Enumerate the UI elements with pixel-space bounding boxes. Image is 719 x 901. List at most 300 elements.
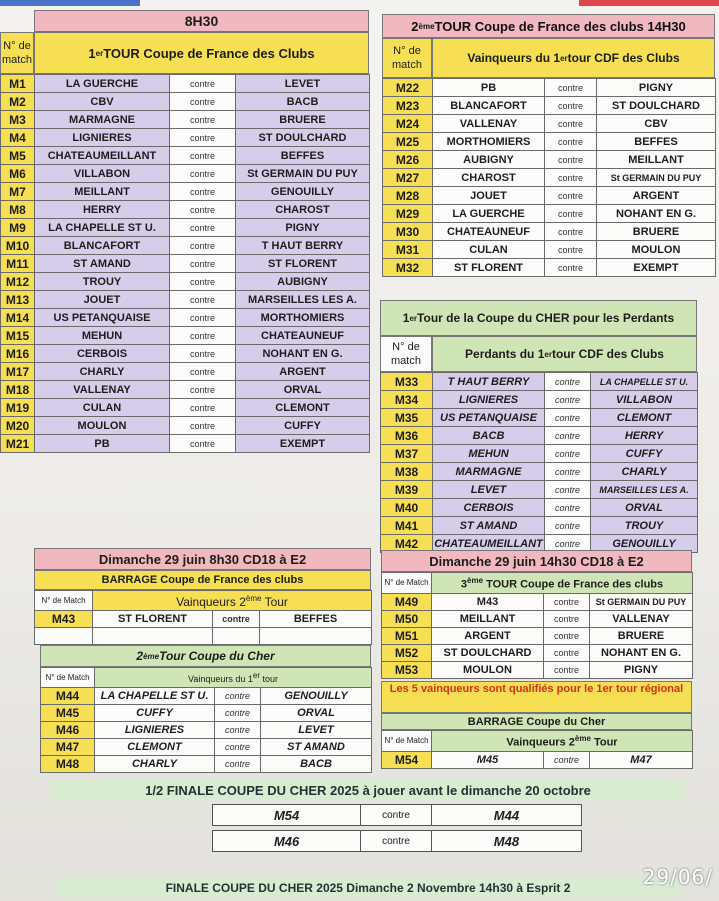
- match-number: M39: [381, 481, 433, 499]
- team-home: M45: [432, 751, 544, 768]
- match-row: [381, 391, 698, 409]
- match-number: M12: [1, 273, 35, 291]
- team-away: NOHANT EN G.: [236, 345, 370, 363]
- perdants-banner: 1 er Tour de la Coupe du CHER pour les Perdants: [380, 300, 697, 336]
- semi-team-home: M46: [273, 833, 300, 849]
- match-row: [1, 435, 370, 453]
- match-number: M14: [1, 309, 35, 327]
- team-away: ORVAL: [261, 705, 372, 722]
- sunday-am-header: Dimanche 29 juin 8h30 CD18 à E2: [34, 548, 371, 570]
- barrage-col-num: N° de Match: [382, 731, 432, 752]
- team-home: LA CHAPELLE ST U.: [35, 219, 170, 237]
- team-home: ST FLORENT: [433, 259, 545, 277]
- match-row: [381, 445, 698, 463]
- team-home: US PETANQUAISE: [433, 409, 545, 427]
- match-row: [383, 169, 716, 187]
- team-away: ST AMAND: [261, 739, 372, 756]
- contre-label: contre: [545, 391, 591, 409]
- match-row: [383, 205, 716, 223]
- perdants-col-num-header: N° de match: [380, 336, 432, 372]
- contre-label: contre: [170, 345, 236, 363]
- left-match-table: [0, 74, 370, 453]
- match-number: M53: [382, 661, 432, 678]
- match-row: [1, 219, 370, 237]
- team-away: BEFFES: [597, 133, 716, 151]
- contre-label: contre: [544, 661, 590, 678]
- team-away: CUFFY: [591, 445, 698, 463]
- team-away: LEVET: [236, 75, 370, 93]
- team-away: MEILLANT: [597, 151, 716, 169]
- team-home: MOULON: [432, 661, 544, 678]
- team-home: CHARLY: [95, 756, 215, 773]
- match-number: M8: [1, 201, 35, 219]
- match-number: M5: [1, 147, 35, 165]
- contre-label: contre: [545, 427, 591, 445]
- match-number: M20: [1, 417, 35, 435]
- match-number: M2: [1, 93, 35, 111]
- team-away: LEVET: [261, 722, 372, 739]
- match-row: [382, 661, 693, 678]
- contre-label: contre: [170, 363, 236, 381]
- contre-label: contre: [170, 237, 236, 255]
- match-number: M13: [1, 291, 35, 309]
- contre-label: contre: [545, 169, 597, 187]
- match-row: [1, 273, 370, 291]
- match-row: [1, 255, 370, 273]
- contre-label: contre: [545, 445, 591, 463]
- coupe-cher-2nd-tour-table: [40, 667, 372, 773]
- team-home: JOUET: [433, 187, 545, 205]
- team-away: LA CHAPELLE ST U.: [591, 373, 698, 391]
- match-number: M51: [382, 627, 432, 644]
- team-away: VALLENAY: [590, 610, 693, 627]
- team-home: CUFFY: [95, 705, 215, 722]
- team-away: ORVAL: [591, 499, 698, 517]
- match-number: M50: [382, 610, 432, 627]
- sunday-am-col-num: N° de Match: [35, 591, 93, 611]
- team-away: HERRY: [591, 427, 698, 445]
- sunday-pm-header: Dimanche 29 juin 14h30 CD18 à E2: [381, 550, 692, 572]
- pm-cdf-header: 3ème TOUR Coupe de France des clubs: [432, 573, 693, 594]
- team-home: HERRY: [35, 201, 170, 219]
- team-away: GENOUILLY: [236, 183, 370, 201]
- contre-label: contre: [545, 517, 591, 535]
- match-number: M31: [383, 241, 433, 259]
- semi-final-row-1: [212, 804, 582, 826]
- match-row: [41, 688, 372, 705]
- match-number: M43: [35, 611, 93, 628]
- team-home: CHATEAUMEILLANT: [433, 535, 545, 553]
- semi-team-away: M48: [493, 833, 520, 849]
- match-number: M27: [383, 169, 433, 187]
- contre-label: contre: [545, 97, 597, 115]
- team-home: LA GUERCHE: [35, 75, 170, 93]
- cher-barrage-table: [381, 730, 693, 769]
- contre-label: contre: [170, 435, 236, 453]
- team-away: PIGNY: [236, 219, 370, 237]
- match-row: [382, 610, 693, 627]
- team-away: ST DOULCHARD: [597, 97, 716, 115]
- match-row: [383, 241, 716, 259]
- contre-label: contre: [545, 373, 591, 391]
- team-home: VILLABON: [35, 165, 170, 183]
- match-number: M30: [383, 223, 433, 241]
- contre-label: contre: [170, 399, 236, 417]
- team-away: EXEMPT: [236, 435, 370, 453]
- team-home: PB: [35, 435, 170, 453]
- match-row: [41, 705, 372, 722]
- contre-label: contre: [215, 705, 261, 722]
- match-number: M34: [381, 391, 433, 409]
- match-number: M25: [383, 133, 433, 151]
- contre-label: contre: [544, 593, 590, 610]
- match-number: M54: [382, 751, 432, 768]
- match-row: [1, 363, 370, 381]
- team-away: BRUERE: [236, 111, 370, 129]
- match-row: [1, 165, 370, 183]
- semi-final-title: 1/2 FINALE COUPE DU CHER 2025 à jouer avant le dimanche 20 octobre: [50, 780, 686, 800]
- match-number: M24: [383, 115, 433, 133]
- match-row: [381, 517, 698, 535]
- match-number: M3: [1, 111, 35, 129]
- right-table-title: Vainqueurs du 1 er tour CDF des Clubs: [432, 38, 715, 78]
- contre-label: contre: [170, 201, 236, 219]
- team-away: St GERMAIN DU PUY: [236, 165, 370, 183]
- match-row: [41, 739, 372, 756]
- match-row: [1, 237, 370, 255]
- match-row: [1, 417, 370, 435]
- team-away: BEFFES: [236, 147, 370, 165]
- team-away: CHARLY: [591, 463, 698, 481]
- team-away: ARGENT: [597, 187, 716, 205]
- contre-label: contre: [170, 255, 236, 273]
- cher-col-num: N° de Match: [41, 668, 95, 688]
- final-title: FINALE COUPE DU CHER 2025 Dimanche 2 Novembre 14h30 à Esprit 2: [55, 878, 681, 898]
- contre-label: contre: [170, 219, 236, 237]
- team-home: CBV: [35, 93, 170, 111]
- team-home: LIGNIERES: [35, 129, 170, 147]
- match-row: [381, 373, 698, 391]
- match-number: M49: [382, 593, 432, 610]
- match-number: M23: [383, 97, 433, 115]
- top-color-strip: [0, 0, 719, 6]
- contre-label: contre: [545, 499, 591, 517]
- team-home: MARMAGNE: [35, 111, 170, 129]
- session-1-header: 8H30: [34, 10, 369, 32]
- contre-label: contre: [170, 417, 236, 435]
- contre-label: contre: [545, 115, 597, 133]
- team-away: NOHANT EN G.: [597, 205, 716, 223]
- match-number: M26: [383, 151, 433, 169]
- right-match-table: [382, 78, 716, 277]
- contre-label: contre: [545, 241, 597, 259]
- team-home: LIGNIERES: [433, 391, 545, 409]
- match-number: M46: [41, 722, 95, 739]
- team-home: M43: [432, 593, 544, 610]
- team-away: ST FLORENT: [236, 255, 370, 273]
- match-number: M33: [381, 373, 433, 391]
- contre-label: contre: [545, 481, 591, 499]
- team-away: AUBIGNY: [236, 273, 370, 291]
- match-number: M9: [1, 219, 35, 237]
- contre-label: contre: [170, 111, 236, 129]
- match-number: M19: [1, 399, 35, 417]
- team-home: MARMAGNE: [433, 463, 545, 481]
- contre-label: contre: [215, 756, 261, 773]
- sunday-am-vainqueurs-header: Vainqueurs 2ème Tour: [93, 591, 372, 611]
- team-home: PB: [433, 79, 545, 97]
- contre-label: contre: [360, 831, 432, 851]
- cher-barrage-header: BARRAGE Coupe du Cher: [381, 713, 692, 730]
- team-away: BACB: [236, 93, 370, 111]
- match-row: [383, 79, 716, 97]
- team-home: US PETANQUAISE: [35, 309, 170, 327]
- coupe-cher-2nd-tour-header: 2 ème Tour Coupe du Cher: [40, 645, 371, 667]
- match-number: M18: [1, 381, 35, 399]
- team-home: ARGENT: [432, 627, 544, 644]
- match-number: M47: [41, 739, 95, 756]
- match-row: [41, 756, 372, 773]
- team-home: TROUY: [35, 273, 170, 291]
- team-away: VILLABON: [591, 391, 698, 409]
- team-away: MARSEILLES LES A.: [236, 291, 370, 309]
- match-row: [1, 75, 370, 93]
- team-away: CHAROST: [236, 201, 370, 219]
- team-away: CHATEAUNEUF: [236, 327, 370, 345]
- perdants-title: Perdants du 1 er tour CDF des Clubs: [432, 336, 697, 372]
- match-row: [41, 722, 372, 739]
- match-row: [383, 259, 716, 277]
- right-col-num-header: N° de match: [382, 38, 432, 78]
- pm-col-num: N° de Match: [382, 573, 432, 594]
- contre-label: contre: [170, 381, 236, 399]
- team-away: BACB: [261, 756, 372, 773]
- match-number: M16: [1, 345, 35, 363]
- match-number: M52: [382, 644, 432, 661]
- team-home: MEHUN: [433, 445, 545, 463]
- left-table-title: 1 er TOUR Coupe de France des Clubs: [34, 32, 369, 74]
- match-row: [1, 111, 370, 129]
- contre-label: contre: [170, 75, 236, 93]
- team-away: CBV: [597, 115, 716, 133]
- team-home: MEILLANT: [35, 183, 170, 201]
- team-home: CULAN: [433, 241, 545, 259]
- match-row: [1, 129, 370, 147]
- contre-label: contre: [215, 688, 261, 705]
- team-away: NOHANT EN G.: [590, 644, 693, 661]
- match-row: [381, 427, 698, 445]
- contre-label: contre: [215, 739, 261, 756]
- sunday-pm-table: [381, 572, 693, 679]
- photo-date-stamp: 29/06/: [642, 865, 713, 889]
- team-home: AUBIGNY: [433, 151, 545, 169]
- match-number: M22: [383, 79, 433, 97]
- team-away: T HAUT BERRY: [236, 237, 370, 255]
- left-col-num-header: N° de match: [0, 32, 34, 74]
- contre-label: contre: [170, 147, 236, 165]
- team-away: PIGNY: [590, 661, 693, 678]
- match-row: [1, 147, 370, 165]
- match-number: M6: [1, 165, 35, 183]
- match-row: [1, 345, 370, 363]
- match-row: [1, 309, 370, 327]
- qualification-note: Les 5 vainqueurs sont qualifiés pour le 1er tour régional: [381, 681, 692, 713]
- team-home: VALLENAY: [433, 115, 545, 133]
- contre-label: contre: [544, 627, 590, 644]
- contre-label: contre: [170, 291, 236, 309]
- team-home: ST DOULCHARD: [432, 644, 544, 661]
- team-home: VALLENAY: [35, 381, 170, 399]
- match-row: [1, 183, 370, 201]
- team-home: LEVET: [433, 481, 545, 499]
- match-row: [383, 133, 716, 151]
- team-home: CHATEAUNEUF: [433, 223, 545, 241]
- match-row: [382, 644, 693, 661]
- team-home: LIGNIERES: [95, 722, 215, 739]
- contre-label: contre: [545, 409, 591, 427]
- match-row: [381, 463, 698, 481]
- match-row: [381, 499, 698, 517]
- match-row: [383, 223, 716, 241]
- contre-label: contre: [170, 129, 236, 147]
- match-number: M48: [41, 756, 95, 773]
- match-row: [383, 151, 716, 169]
- team-away: St GERMAIN DU PUY: [590, 593, 693, 610]
- contre-label: contre: [545, 151, 597, 169]
- team-away: MORTHOMIERS: [236, 309, 370, 327]
- team-away: ARGENT: [236, 363, 370, 381]
- contre-label: contre: [170, 93, 236, 111]
- session-2-header: 2 ème TOUR Coupe de France des clubs 14H30: [382, 14, 715, 38]
- team-home: MEILLANT: [432, 610, 544, 627]
- team-away: ST DOULCHARD: [236, 129, 370, 147]
- match-number: M35: [381, 409, 433, 427]
- match-number: M38: [381, 463, 433, 481]
- team-home: MEHUN: [35, 327, 170, 345]
- contre-label: contre: [544, 751, 590, 768]
- team-away: GENOUILLY: [591, 535, 698, 553]
- match-number: M10: [1, 237, 35, 255]
- match-number: M4: [1, 129, 35, 147]
- match-number: M11: [1, 255, 35, 273]
- contre-label: contre: [170, 327, 236, 345]
- barrage-vainqueurs-header: Vainqueurs 2ème Tour: [432, 731, 693, 752]
- match-number: M1: [1, 75, 35, 93]
- semi-team-home: M54: [273, 807, 300, 823]
- contre-label: contre: [213, 611, 260, 628]
- contre-label: contre: [544, 644, 590, 661]
- team-home: T HAUT BERRY: [433, 373, 545, 391]
- team-home: CERBOIS: [433, 499, 545, 517]
- match-number: M21: [1, 435, 35, 453]
- match-row: [383, 97, 716, 115]
- team-home: BACB: [433, 427, 545, 445]
- contre-label: contre: [170, 183, 236, 201]
- contre-label: contre: [215, 722, 261, 739]
- contre-label: contre: [170, 273, 236, 291]
- team-away: BEFFES: [260, 611, 372, 628]
- contre-label: contre: [545, 463, 591, 481]
- match-row: [1, 399, 370, 417]
- team-home: CHAROST: [433, 169, 545, 187]
- match-number: M36: [381, 427, 433, 445]
- contre-label: contre: [545, 205, 597, 223]
- match-number: M40: [381, 499, 433, 517]
- match-row: [381, 481, 698, 499]
- team-away: GENOUILLY: [261, 688, 372, 705]
- team-away: CUFFY: [236, 417, 370, 435]
- contre-label: contre: [170, 165, 236, 183]
- sunday-am-barrage: BARRAGE Coupe de France des clubs: [34, 570, 371, 590]
- team-home: CLEMONT: [95, 739, 215, 756]
- match-number: M32: [383, 259, 433, 277]
- team-home: ST AMAND: [433, 517, 545, 535]
- team-away: PIGNY: [597, 79, 716, 97]
- team-away: MARSEILLES LES A.: [591, 481, 698, 499]
- contre-label: contre: [544, 610, 590, 627]
- match-row: [1, 201, 370, 219]
- contre-label: contre: [545, 535, 591, 553]
- match-row: [381, 409, 698, 427]
- contre-label: contre: [545, 223, 597, 241]
- match-number: M17: [1, 363, 35, 381]
- team-home: BLANCAFORT: [433, 97, 545, 115]
- match-number: M7: [1, 183, 35, 201]
- team-away: St GERMAIN DU PUY: [597, 169, 716, 187]
- team-home: MORTHOMIERS: [433, 133, 545, 151]
- team-home: CERBOIS: [35, 345, 170, 363]
- team-away: BRUERE: [597, 223, 716, 241]
- team-home: LA GUERCHE: [433, 205, 545, 223]
- team-away: CLEMONT: [591, 409, 698, 427]
- match-row: [383, 115, 716, 133]
- team-home: CHATEAUMEILLANT: [35, 147, 170, 165]
- match-number: M28: [383, 187, 433, 205]
- match-number: M42: [381, 535, 433, 553]
- match-row: [1, 327, 370, 345]
- match-number: M15: [1, 327, 35, 345]
- team-away: ORVAL: [236, 381, 370, 399]
- match-row: [383, 187, 716, 205]
- contre-label: contre: [545, 79, 597, 97]
- team-away: M47: [590, 751, 693, 768]
- team-away: EXEMPT: [597, 259, 716, 277]
- contre-label: contre: [545, 133, 597, 151]
- contre-label: contre: [545, 187, 597, 205]
- sunday-am-barrage-table: [34, 590, 372, 645]
- team-away: CLEMONT: [236, 399, 370, 417]
- match-number: M37: [381, 445, 433, 463]
- contre-label: contre: [545, 259, 597, 277]
- team-home: MOULON: [35, 417, 170, 435]
- team-home: JOUET: [35, 291, 170, 309]
- match-row: [1, 291, 370, 309]
- match-number: M45: [41, 705, 95, 722]
- team-home: ST AMAND: [35, 255, 170, 273]
- perdants-table: [380, 372, 698, 553]
- match-number: M44: [41, 688, 95, 705]
- match-number: M29: [383, 205, 433, 223]
- team-home: CULAN: [35, 399, 170, 417]
- team-home: LA CHAPELLE ST U.: [95, 688, 215, 705]
- match-row: [1, 93, 370, 111]
- semi-team-away: M44: [493, 807, 520, 823]
- team-home: BLANCAFORT: [35, 237, 170, 255]
- team-home: ST FLORENT: [93, 611, 213, 628]
- match-number: M41: [381, 517, 433, 535]
- team-home: CHARLY: [35, 363, 170, 381]
- team-away: TROUY: [591, 517, 698, 535]
